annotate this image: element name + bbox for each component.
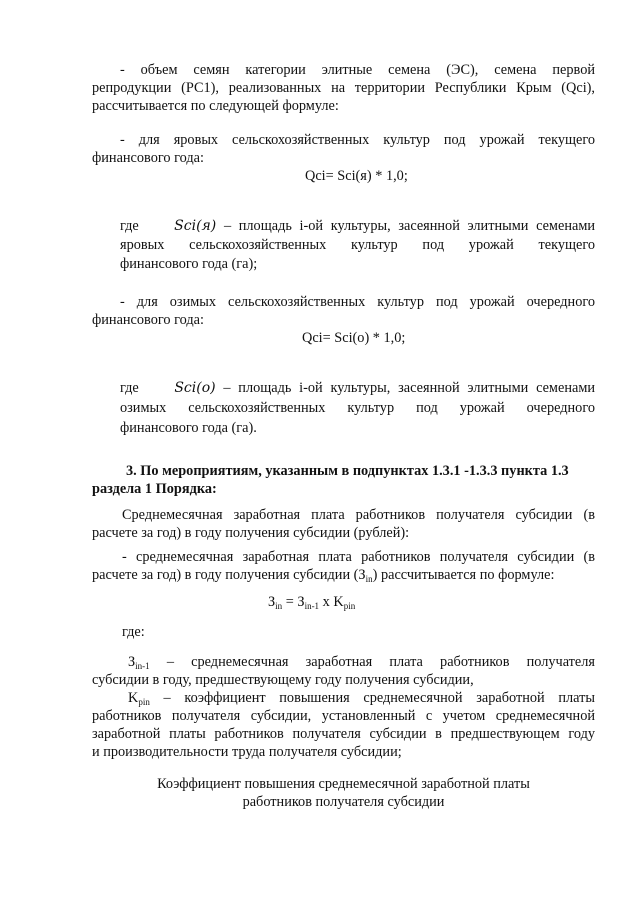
section-3-para-1 <box>92 507 595 525</box>
winter-line-1: - для озимых сельскохозяйственных культур под урожай очередного <box>120 294 595 310</box>
spring-line-2: финансового года: <box>92 150 204 166</box>
spring-def-cont <box>120 237 595 255</box>
section-3-para-1-line-2: расчете за год) в году получения субсидии (рублей): <box>92 525 410 541</box>
definition-k-sub: pin <box>138 697 150 707</box>
intro-paragraph <box>92 62 595 80</box>
spring-formula: Qci= Sci(я) * 1,0; <box>305 168 408 184</box>
spring-paragraph <box>92 132 595 150</box>
definition-z-line-2: субсидии в году, предшествующему году получения субсидии, <box>92 672 474 688</box>
section-3-para-2-line-2-post: ) рассчитывается по формуле: <box>372 567 555 583</box>
intro-line-3: рассчитывается по следующей формуле: <box>92 98 339 114</box>
section-3-heading-line-1: 3. По мероприятиям, указанным в подпунктах 1.3.1 -1.3.3 пункта 1.3 <box>126 463 569 479</box>
definition-k-line-3: заработной платы работников получателя субсидии в предшествующем году <box>92 726 595 742</box>
spring-line-1: - для яровых сельскохозяйственных культур под урожай текущего <box>120 132 595 148</box>
spring-def-end <box>120 256 595 274</box>
section-3-where: где: <box>122 624 145 640</box>
wage-formula-prev-sub: in-1 <box>304 601 320 611</box>
wage-formula-x: x K <box>319 594 344 610</box>
winter-def-line-3: финансового года (га). <box>120 420 257 436</box>
section-3-para-2 <box>92 549 595 567</box>
section-3-para-2-sub: in <box>365 574 373 584</box>
section-3-para-2-line-2-pre: расчете за год) в году получения субсидии (З <box>92 567 366 583</box>
section-3-para-1-line-1: Среднемесячная заработная плата работников получателя субсидии (в <box>122 507 595 523</box>
definition-k-line-1: – коэффициент повышения среднемесячной заработной платы <box>149 690 595 706</box>
definition-k-line-2: работников получателя субсидии, установленный с учетом среднемесячной <box>92 708 595 724</box>
winter-where-word: где <box>120 380 139 396</box>
section-3-heading-cont <box>92 481 595 499</box>
definition-z-symbol: З <box>128 654 136 670</box>
spring-paragraph-end <box>92 150 595 168</box>
wage-formula <box>268 594 355 611</box>
section-3-heading-line-2: раздела 1 Порядка: <box>92 481 217 497</box>
spring-symbol: Sci(я) <box>174 218 217 234</box>
spring-def-line-3: финансового года (га); <box>120 256 258 272</box>
definition-z-sub: in-1 <box>135 661 150 671</box>
winter-definition <box>120 380 595 398</box>
intro-paragraph-end <box>92 98 595 116</box>
definition-k-line-4: и производительности труда получателя субсидии; <box>92 744 402 760</box>
definition-z-prev-end <box>92 672 595 690</box>
winter-formula: Qci= Sci(o) * 1,0; <box>302 330 406 346</box>
section-3-para-2-line-1: - среднемесячная заработная плата работников получателя субсидии (в <box>122 549 595 565</box>
wage-formula-eq: = З <box>282 594 305 610</box>
intro-line-1: - объем семян категории элитные семена (ЭС), семена первой <box>120 62 595 78</box>
definition-z-line-1: – среднемесячная заработная плата работников получателя <box>149 654 595 670</box>
winter-def-line-2: озимых сельскохозяйственных культур под урожай очередного <box>120 400 595 416</box>
coefficient-caption-line-1: Коэффициент повышения среднемесячной заработной платы <box>157 776 530 792</box>
winter-def-cont <box>120 400 595 418</box>
section-3-heading <box>126 463 596 481</box>
intro-line-2: репродукции (РС1), реализованных на территории Республики Крым (Qci), <box>92 80 595 96</box>
wage-formula-k-sub: pin <box>343 601 356 611</box>
definition-k-end <box>92 744 595 762</box>
winter-line-2: финансового года: <box>92 312 204 328</box>
winter-def-end <box>120 420 595 438</box>
wage-formula-z-sub: in <box>275 601 283 611</box>
winter-symbol: Sci(o) <box>174 380 216 396</box>
winter-def-line-1: – площадь i-ой культуры, засеянной элитными семенами <box>223 380 596 396</box>
definition-k-cont-2 <box>92 726 595 744</box>
coefficient-caption-line-2: работников получателя субсидии <box>242 793 445 810</box>
coefficient-caption <box>92 776 595 811</box>
definition-k-cont-1 <box>92 708 595 726</box>
definition-k-symbol: K <box>128 690 139 706</box>
winter-paragraph <box>92 294 595 312</box>
spring-definition <box>120 218 595 236</box>
winter-paragraph-end <box>92 312 595 330</box>
spring-def-line-2: яровых сельскохозяйственных культур под урожай текущего <box>120 237 595 253</box>
spring-where-word: где <box>120 218 139 234</box>
intro-paragraph-cont <box>92 80 595 98</box>
spring-def-line-1: – площадь i-ой культуры, засеянной элитными семенами <box>223 218 596 234</box>
section-3-para-2-end <box>92 567 595 589</box>
section-3-para-1-end <box>92 525 595 543</box>
wage-formula-z: З <box>268 594 276 610</box>
